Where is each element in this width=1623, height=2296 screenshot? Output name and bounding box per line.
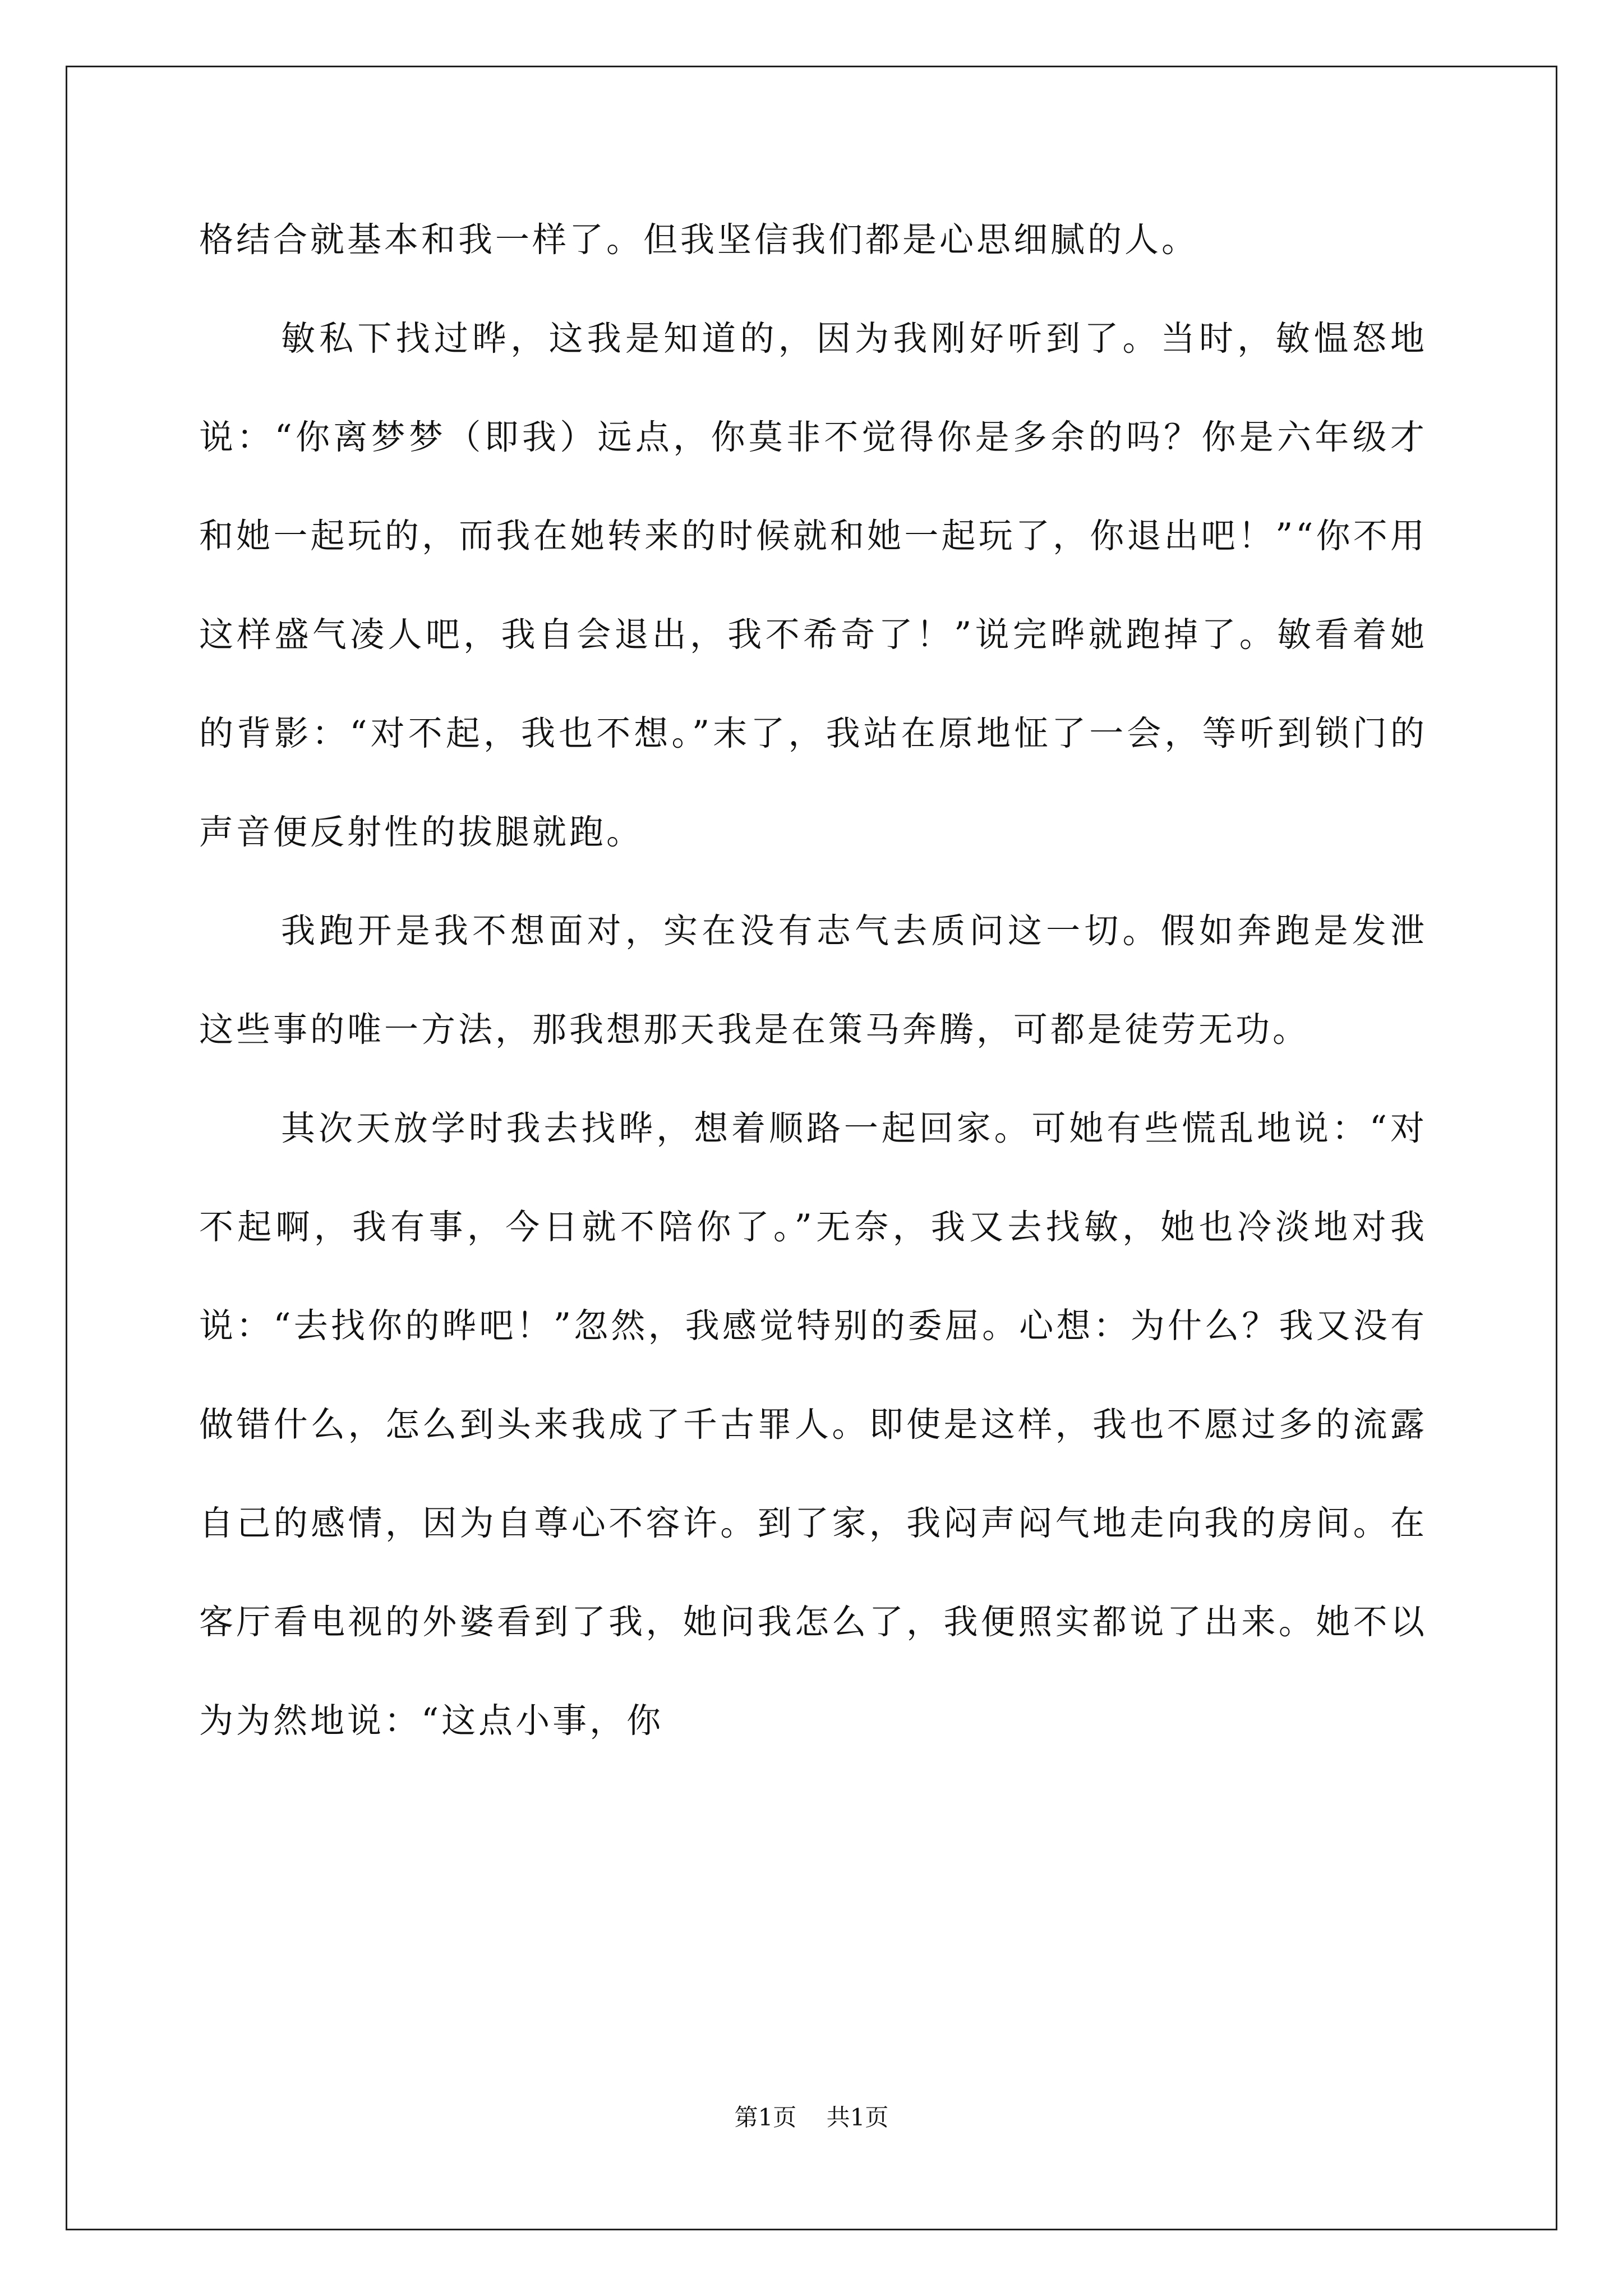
paragraph-4: 其次天放学时我去找晔，想着顺路一起回家。可她有些慌乱地说：“对不起啊，我有事，今日就不陪你了。”无奈，我又去找敏，她也冷淡地对我说：“去找你的晔吧！”忽然，我感觉特别的委屈。心想：为什么？我又没有做错什么，怎么到头来我成了千古罪人。即使是这样，我也不愿过多的流露自己的感情，因为自尊心不容许。到了家，我闷声闷气地走向我的房间。在客厅看电视的外婆看到了我，她问我怎么了，我便照实都说了出来。她不以为为然地说：“这点小事，你: [199, 1108, 1427, 1741]
page-number: 第1页: [734, 2104, 797, 2131]
paragraph-3: 我跑开是我不想面对，实在没有志气去质问这一切。假如奔跑是发泄这些事的唯一方法，那我想那天我是在策马奔腾，可都是徒劳无功。: [199, 911, 1427, 1050]
page-total: 共1页: [826, 2104, 889, 2131]
paragraph-2: 敏私下找过晔，这我是知道的，因为我刚好听到了。当时，敏愠怒地说：“你离梦梦（即我）远点，你莫非不觉得你是多余的吗？你是六年级才和她一起玩的，而我在她转来的时候就和她一起玩了，你退出吧！”“你不用这样盛气凌人吧，我自会退出，我不希奇了！”说完晔就跑掉了。敏看着她的背影：“对不起，我也不想。”末了，我站在原地怔了一会，等听到锁门的声音便反射性的拔腿就跑。: [199, 319, 1427, 852]
document-body: [199, 191, 1427, 2076]
paragraph-1: 格结合就基本和我一样了。但我坚信我们都是心思细腻的人。: [199, 220, 1199, 260]
page-footer: [0, 2101, 1623, 2134]
